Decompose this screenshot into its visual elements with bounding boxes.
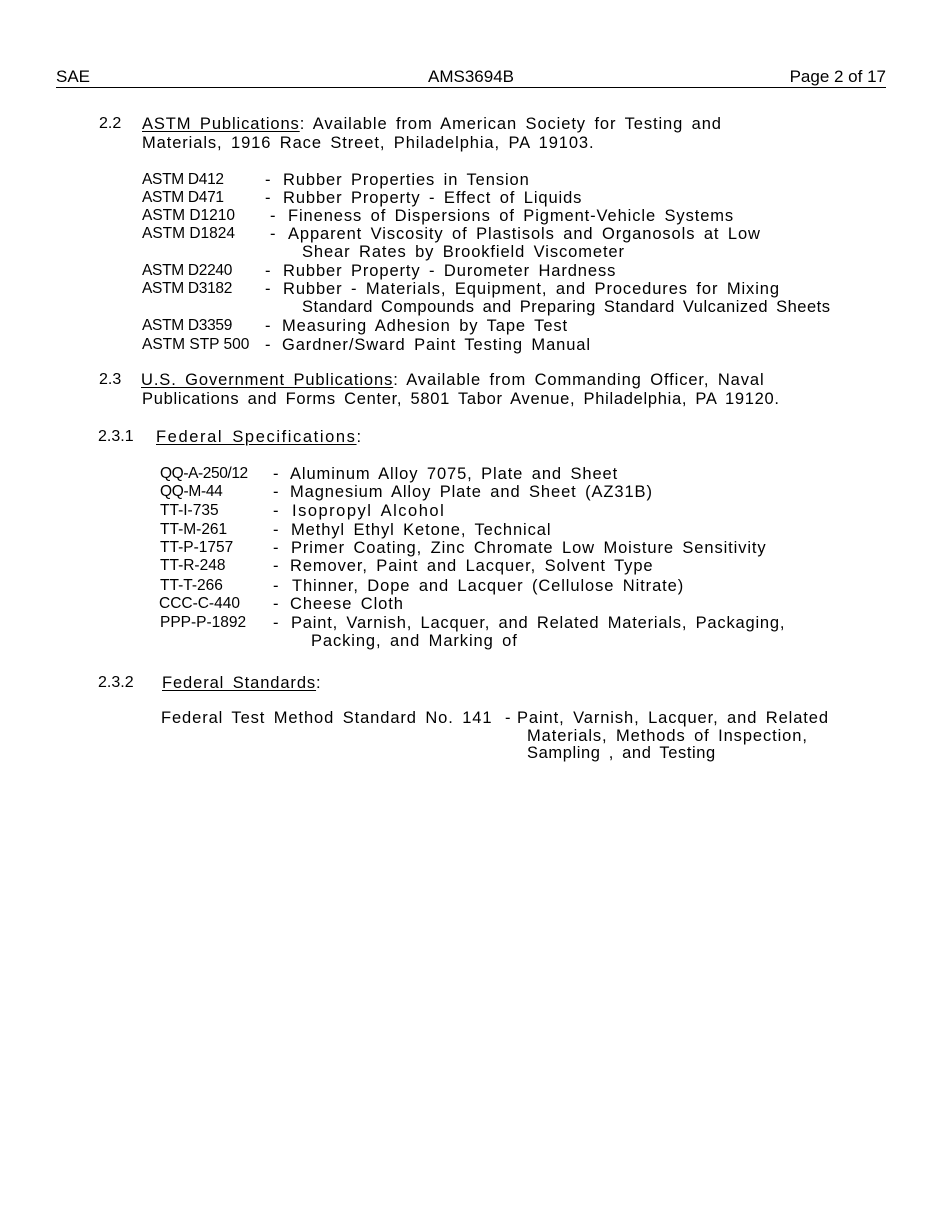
astm-code: ASTM D3182	[142, 280, 233, 297]
list-dash: -	[273, 614, 279, 632]
spec-code: QQ-M-44	[160, 483, 223, 500]
astm-code: ASTM D1824	[142, 225, 236, 242]
section-2-3-title: U.S. Government Publications	[141, 371, 394, 389]
list-dash: -	[265, 280, 271, 298]
spec-desc: Aluminum Alloy 7075, Plate and Sheet	[290, 465, 619, 483]
list-dash: -	[265, 262, 271, 280]
spec-code: TT-P-1757	[160, 539, 234, 556]
section-2-3-heading	[141, 371, 765, 390]
spec-desc: Primer Coating, Zinc Chromate Low Moisture Sensitivity	[291, 539, 767, 557]
spec-desc: Cheese Cloth	[290, 595, 404, 613]
spec-desc: Isopropyl Alcohol	[292, 502, 446, 520]
spec-desc: Methyl Ethyl Ketone, Technical	[291, 521, 552, 539]
astm-desc: Rubber Property - Effect of Liquids	[283, 189, 583, 207]
org-name: SAE	[56, 67, 91, 86]
page-header	[56, 67, 886, 88]
astm-code: ASTM STP 500	[142, 336, 250, 353]
list-dash: -	[273, 483, 279, 501]
list-dash: -	[273, 502, 279, 520]
list-dash: -	[270, 225, 276, 243]
page-number: Page 2 of 17	[789, 67, 886, 86]
standard-desc-cont: Materials, Methods of Inspection,	[527, 727, 808, 745]
spec-desc: Thinner, Dope and Lacquer (Cellulose Nitrate)	[292, 577, 685, 595]
section-2-2-text-1: : Available from American Society for Testing and	[299, 115, 722, 133]
list-dash: -	[273, 539, 279, 557]
section-2-3-2-colon: :	[316, 674, 322, 692]
standard-code: Federal Test Method Standard No. 141	[161, 709, 493, 727]
list-dash: -	[265, 171, 271, 189]
astm-desc-cont: Shear Rates by Brookfield Viscometer	[302, 243, 625, 261]
section-2-3-text-1: : Available from Commanding Officer, Naval	[393, 371, 765, 389]
list-dash: -	[273, 557, 279, 575]
astm-code: ASTM D412	[142, 171, 224, 188]
section-2-3-2-title: Federal Standards	[162, 674, 317, 692]
section-2-2-title: ASTM Publications	[142, 115, 300, 133]
spec-code: TT-I-735	[160, 502, 219, 519]
astm-desc: Measuring Adhesion by Tape Test	[282, 317, 569, 335]
list-dash: -	[265, 336, 271, 354]
spec-code: CCC-C-440	[159, 595, 240, 612]
spec-desc-cont: Packing, and Marking of	[311, 632, 518, 650]
astm-desc: Fineness of Dispersions of Pigment-Vehicle Systems	[288, 207, 735, 225]
section-2-3-text-2: Publications and Forms Center, 5801 Tabor Avenue, Philadelphia, PA 19120.	[142, 390, 780, 408]
spec-code: TT-R-248	[160, 557, 226, 574]
spec-desc: Magnesium Alloy Plate and Sheet (AZ31B)	[290, 483, 653, 501]
astm-code: ASTM D2240	[142, 262, 233, 279]
spec-code: QQ-A-250/12	[160, 465, 248, 482]
section-2-3-1-number: 2.3.1	[98, 428, 134, 445]
spec-desc: Remover, Paint and Lacquer, Solvent Type	[290, 557, 654, 575]
astm-desc: Rubber Property - Durometer Hardness	[283, 262, 617, 280]
astm-code: ASTM D1210	[142, 207, 236, 224]
list-dash: -	[273, 577, 279, 595]
astm-desc: Rubber Properties in Tension	[283, 171, 530, 189]
section-2-3-1-heading	[156, 428, 363, 447]
astm-code: ASTM D471	[142, 189, 224, 206]
list-dash: -	[273, 521, 279, 539]
list-dash: -	[270, 207, 276, 225]
astm-desc: Apparent Viscosity of Plastisols and Organosols at Low	[288, 225, 761, 243]
section-2-3-2-number: 2.3.2	[98, 674, 134, 691]
spec-code: TT-T-266	[160, 577, 223, 594]
list-dash: -	[505, 709, 511, 727]
list-dash: -	[273, 465, 279, 483]
section-2-3-number: 2.3	[99, 371, 122, 388]
list-dash: -	[273, 595, 279, 613]
section-2-3-2-heading	[162, 674, 322, 693]
section-2-2-heading	[142, 115, 722, 134]
astm-desc: Gardner/Sward Paint Testing Manual	[282, 336, 591, 354]
spec-desc: Paint, Varnish, Lacquer, and Related Materials, Packaging,	[291, 614, 786, 632]
spec-code: TT-M-261	[160, 521, 228, 538]
astm-code: ASTM D3359	[142, 317, 233, 334]
section-2-3-1-title: Federal Specifications	[156, 428, 357, 446]
standard-desc-cont: Sampling , and Testing	[527, 744, 716, 762]
astm-desc: Rubber - Materials, Equipment, and Procedures for Mixing	[283, 280, 780, 298]
list-dash: -	[265, 317, 271, 335]
section-2-2-text-2: Materials, 1916 Race Street, Philadelphia, PA 19103.	[142, 134, 595, 152]
document-id: AMS3694B	[428, 67, 514, 86]
spec-code: PPP-P-1892	[160, 614, 247, 631]
section-2-2-number: 2.2	[99, 115, 122, 132]
list-dash: -	[265, 189, 271, 207]
standard-desc: Paint, Varnish, Lacquer, and Related	[517, 709, 829, 727]
section-2-3-1-colon: :	[356, 428, 363, 446]
astm-desc-cont: Standard Compounds and Preparing Standard Vulcanized Sheets	[302, 298, 831, 316]
